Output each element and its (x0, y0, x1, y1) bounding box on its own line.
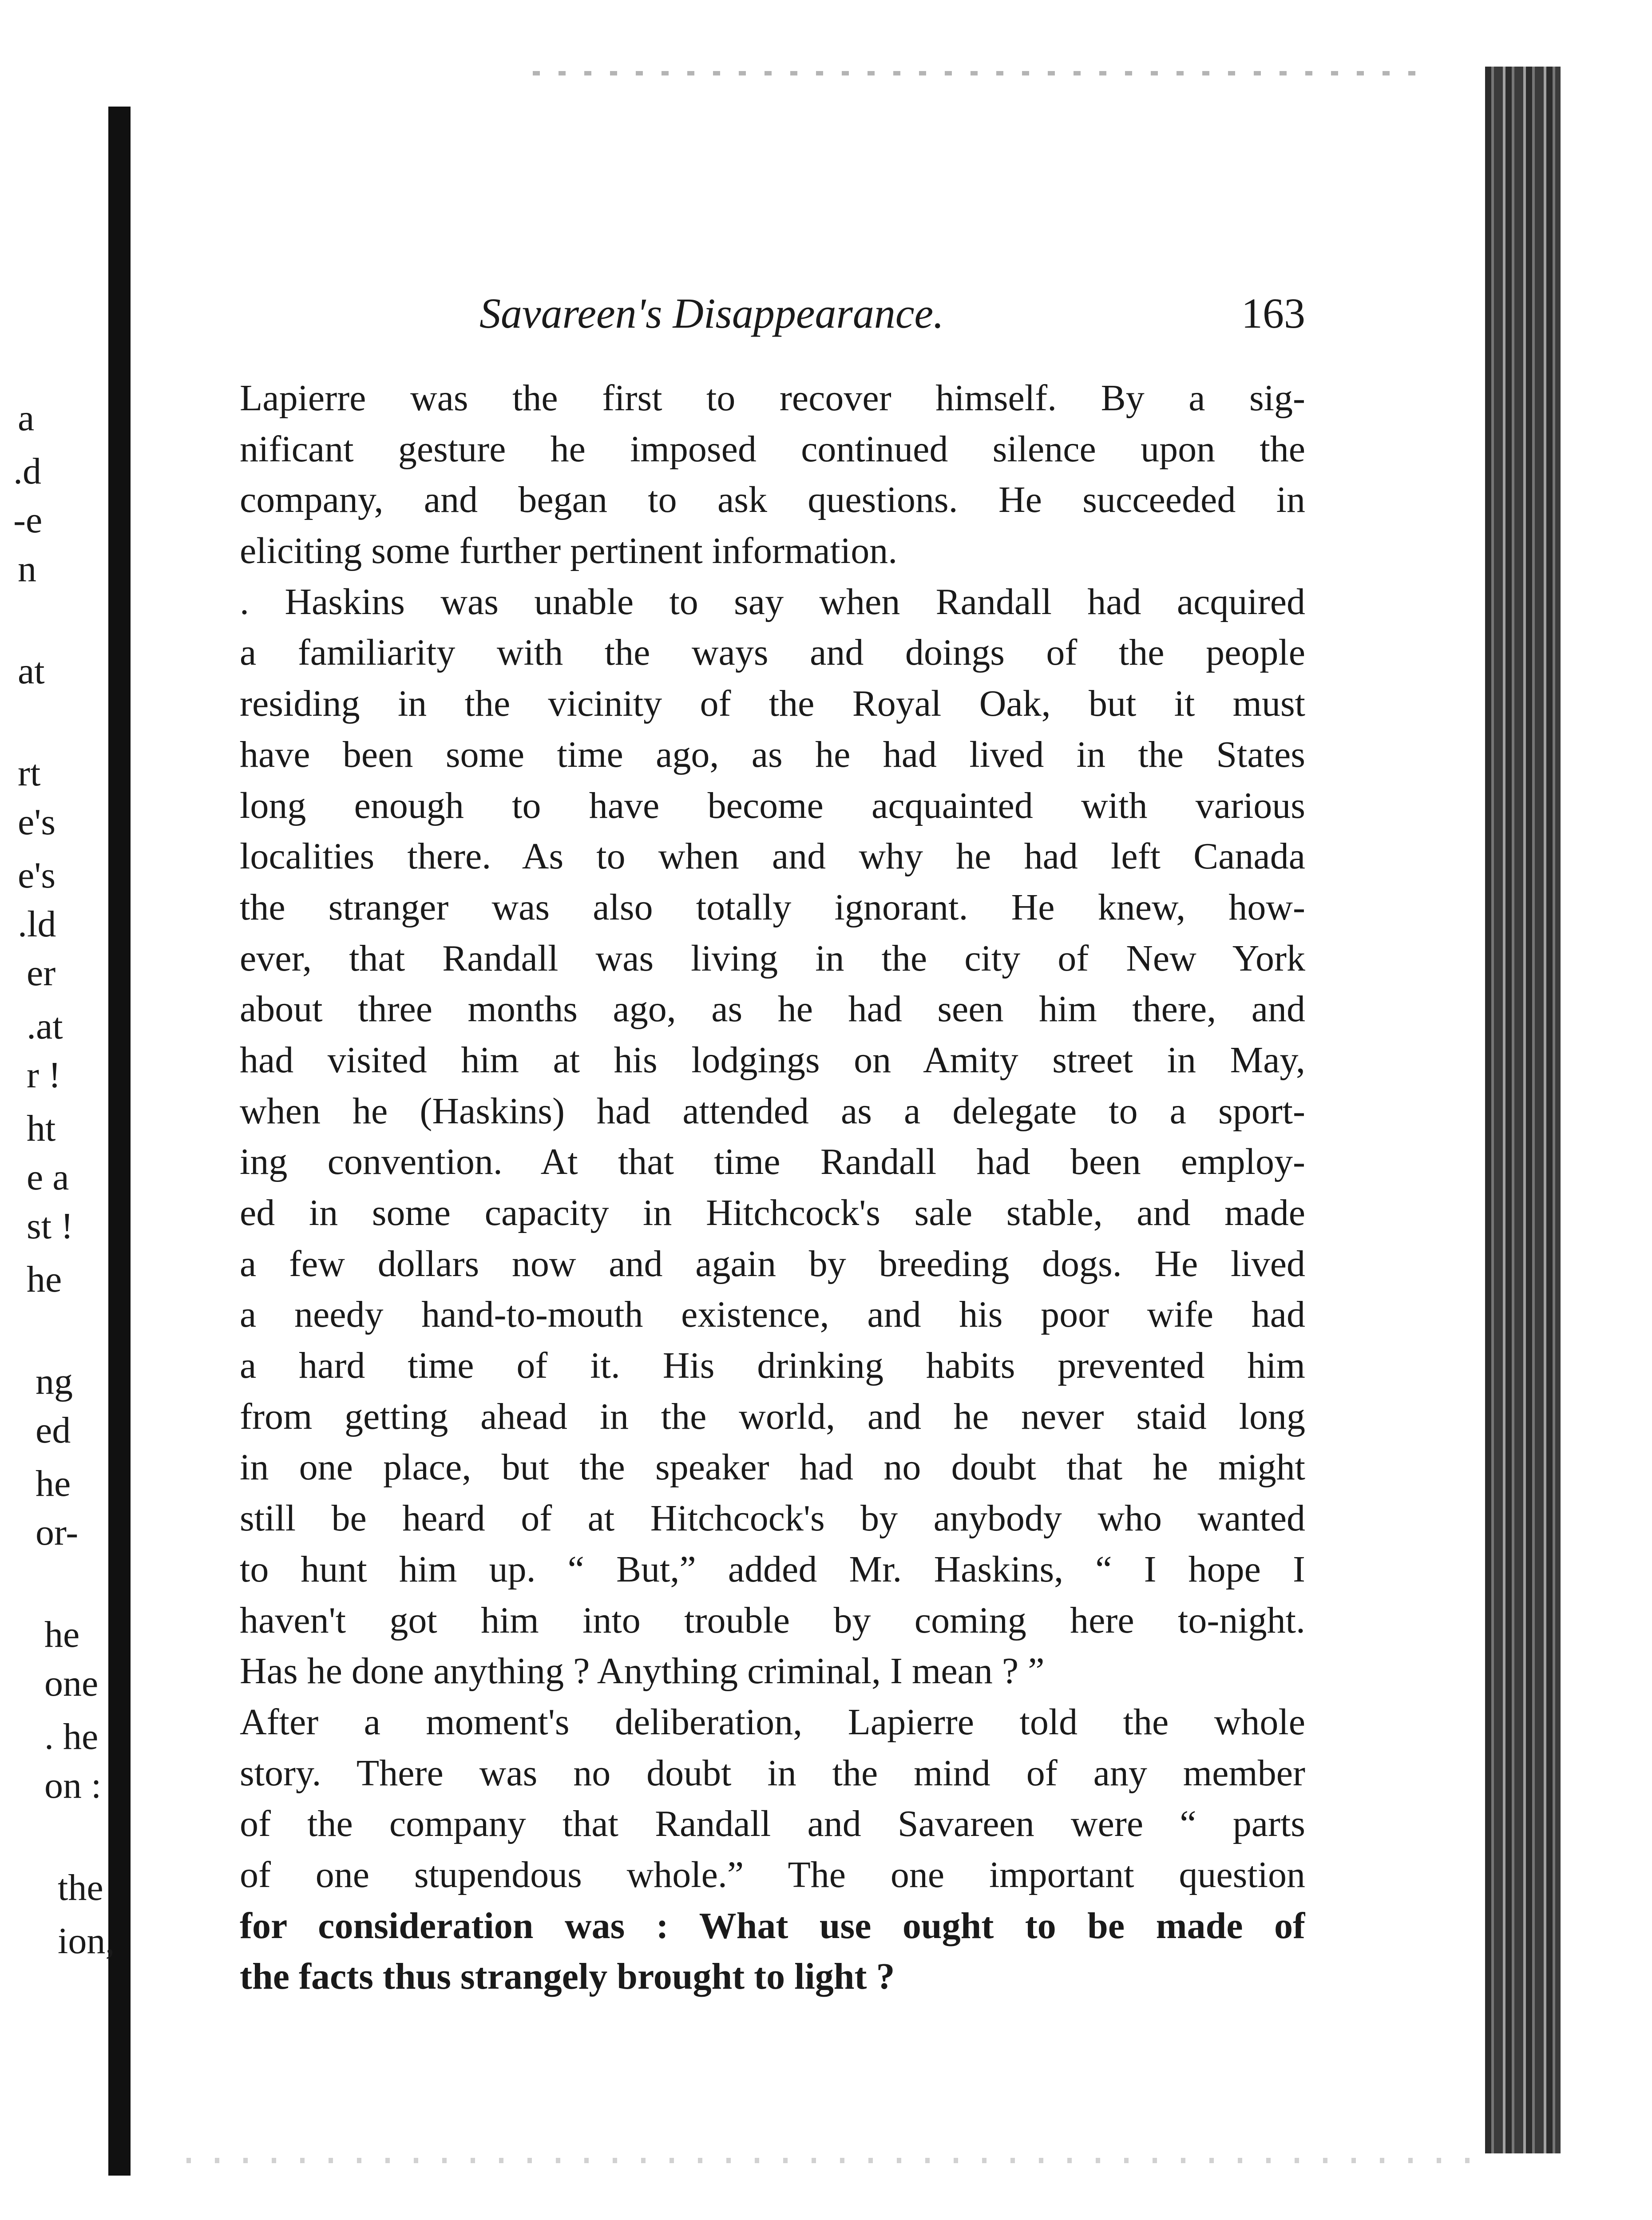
margin-fragment: . he (44, 1716, 99, 1757)
text-line: story. There was no doubt in the mind of any member (240, 1752, 1305, 1794)
margin-fragment: he (27, 1259, 62, 1300)
text-line: residing in the vicinity of the Royal Oak, but it must (240, 683, 1305, 725)
text-line: a few dollars now and again by breeding dogs. He lived (240, 1243, 1305, 1284)
text-line: . Haskins was unable to say when Randall had acquired (240, 581, 1305, 622)
margin-fragment: .ld (18, 904, 56, 945)
margin-fragment: e's (18, 801, 56, 843)
text-line: for consideration was : What use ought to be made of (240, 1905, 1305, 1946)
facing-page-bleed (0, 0, 115, 2220)
margin-fragment: a (18, 397, 35, 439)
text-line: still be heard of at Hitchcock's by anybody who wanted (240, 1498, 1305, 1539)
margin-fragment: on : (44, 1765, 102, 1806)
text-line: Lapierre was the first to recover himself. By a sig- (240, 377, 1305, 419)
margin-fragment: at (18, 650, 45, 692)
text-line: long enough to have become acquainted with various (240, 785, 1305, 826)
margin-fragment: ng (36, 1361, 73, 1402)
margin-fragment: he (44, 1614, 80, 1655)
margin-fragment: e's (18, 855, 56, 896)
paragraph (240, 577, 1305, 1697)
text-line: a hard time of it. His drinking habits prevented him (240, 1345, 1305, 1387)
margin-fragment: the (58, 1867, 103, 1908)
text-line: to hunt him up. “ But,” added Mr. Haskins, “ I hope I (240, 1548, 1305, 1590)
margin-fragment: e a (27, 1157, 69, 1198)
margin-fragment: -e (13, 500, 43, 541)
text-line: ever, that Randall was living in the city of New York (240, 937, 1305, 979)
scan-spine-shadow (108, 107, 131, 2176)
margin-fragment: or- (36, 1512, 79, 1553)
page-header (240, 289, 1305, 346)
text-line: nificant gesture he imposed continued silence upon the (240, 428, 1305, 470)
text-line: when he (Haskins) had attended as a delegate to a sport- (240, 1090, 1305, 1132)
text-line: the stranger was also totally ignorant. He knew, how- (240, 886, 1305, 928)
text-line: the facts thus strangely brought to light ? (240, 1956, 895, 1998)
text-line: localities there. As to when and why he had left Canada (240, 836, 1305, 877)
text-line: a familiarity with the ways and doings of the people (240, 632, 1305, 674)
body-text (240, 373, 1305, 2002)
margin-fragment: ht (27, 1108, 56, 1149)
text-line: Has he done anything ? Anything criminal, I mean ? ” (240, 1650, 1045, 1692)
running-head: Savareen's Disappearance. (479, 289, 944, 337)
text-line: a needy hand-to-mouth existence, and his poor wife had (240, 1294, 1305, 1336)
margin-fragment: er (27, 952, 56, 994)
margin-fragment: he (36, 1463, 71, 1504)
text-line: in one place, but the speaker had no doubt that he might (240, 1447, 1305, 1488)
text-line: company, and began to ask questions. He succeeded in (240, 479, 1305, 521)
margin-fragment: n (18, 548, 36, 590)
text-line: had visited him at his lodgings on Amity street in May, (240, 1039, 1305, 1081)
text-line: After a moment's deliberation, Lapierre told the whole (240, 1701, 1305, 1743)
margin-fragment: rt (18, 753, 41, 794)
text-line: from getting ahead in the world, and he never staid long (240, 1395, 1305, 1437)
margin-fragment: ed (36, 1410, 71, 1451)
page-number: 163 (1241, 289, 1305, 337)
margin-fragment: .d (13, 451, 41, 492)
text-line: eliciting some further pertinent information. (240, 530, 898, 572)
margin-fragment: .at (27, 1006, 63, 1047)
paragraph (240, 373, 1305, 577)
text-line: about three months ago, as he had seen him there, and (240, 988, 1305, 1030)
text-line: of the company that Randall and Savareen were “ parts (240, 1803, 1305, 1845)
margin-fragment: one (44, 1663, 99, 1704)
margin-fragment: ion, (58, 1920, 115, 1962)
paragraph (240, 1697, 1305, 2002)
margin-fragment: r ! (27, 1054, 61, 1096)
book-page (240, 0, 1305, 2220)
text-line: of one stupendous whole.” The one important question (240, 1854, 1305, 1895)
text-line: ing convention. At that time Randall had been employ- (240, 1141, 1305, 1183)
scan-page-edge (1485, 67, 1561, 2153)
text-line: have been some time ago, as he had lived in the States (240, 733, 1305, 775)
text-line: haven't got him into trouble by coming here to-night. (240, 1599, 1305, 1641)
margin-fragment: st ! (27, 1205, 73, 1247)
text-line: ed in some capacity in Hitchcock's sale stable, and made (240, 1192, 1305, 1233)
